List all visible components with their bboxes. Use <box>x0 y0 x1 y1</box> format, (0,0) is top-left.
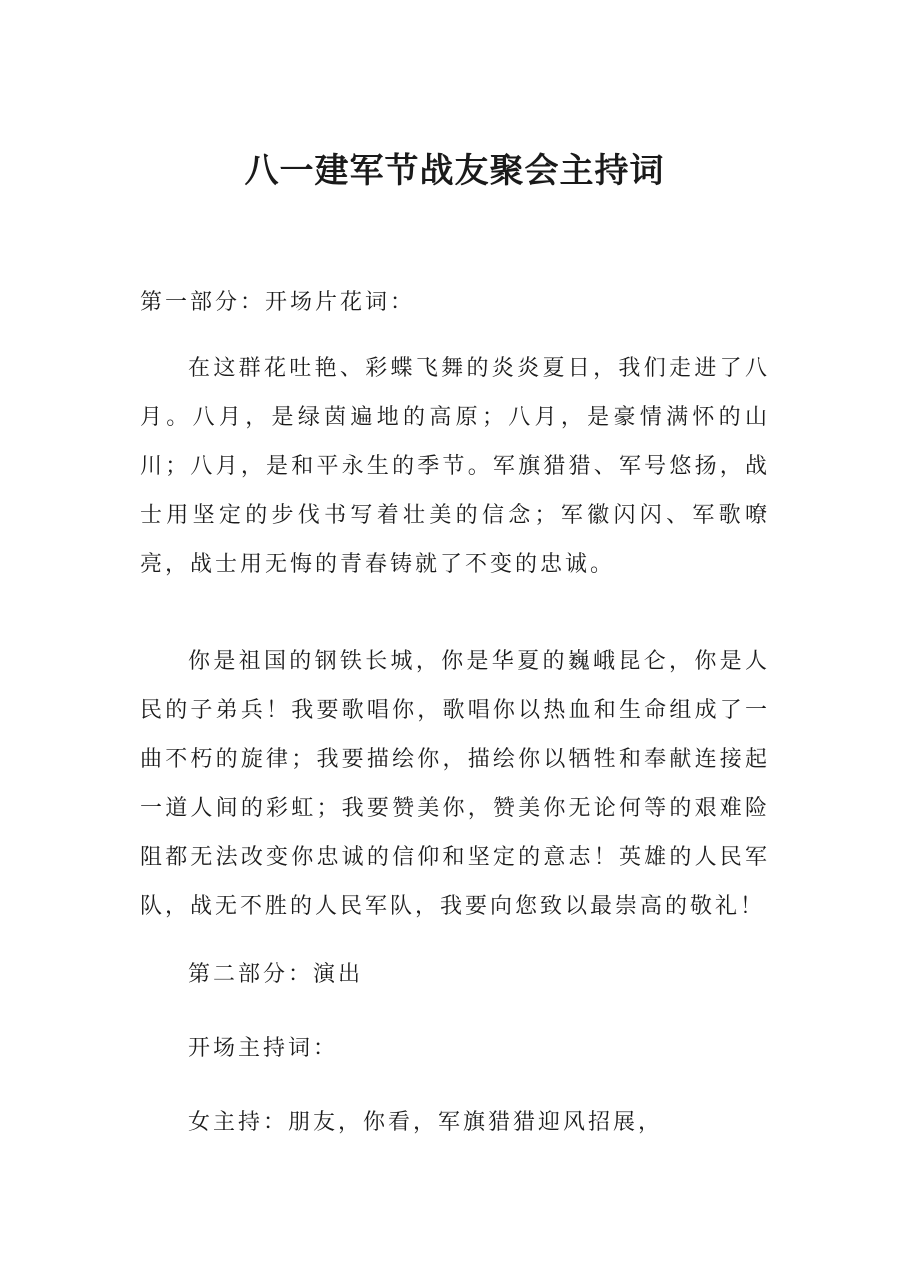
section-heading-part-two: 第二部分：演出 <box>188 962 364 987</box>
section-heading-part-one: 第一部分：开场片花词： <box>140 290 416 315</box>
female-host-line: 女主持：朋友，你看，军旗猎猎迎风招展， <box>188 1110 664 1135</box>
document-title: 八一建军节战友聚会主持词 <box>244 151 665 191</box>
opening-paragraph: 在这群花吐艳、彩蝶飞舞的炎炎夏日，我们走进了八月。八月，是绿茵遍地的高原；八月，是豪情满怀的山川；八月，是和平永生的季节。军旗猎猎、军号悠扬，战士用坚定的步伐书写着壮美的信念；军徽闪闪、军歌嘹亮，战士用无悔的青春铸就了不变的忠诚。 <box>140 356 770 577</box>
tribute-paragraph: 你是祖国的钢铁长城，你是华夏的巍峨昆仑，你是人民的子弟兵！我要歌唱你，歌唱你以热血和生命组成了一曲不朽的旋律；我要描绘你，描绘你以牺牲和奉献连接起一道人间的彩虹；我要赞美你，赞美你无论何等的艰难险阻都无法改变你忠诚的信仰和坚定的意志！英雄的人民军队，战无不胜的人民军队，我要向您致以最崇高的敬礼！ <box>140 649 770 919</box>
opening-host-label: 开场主持词： <box>188 1036 339 1061</box>
